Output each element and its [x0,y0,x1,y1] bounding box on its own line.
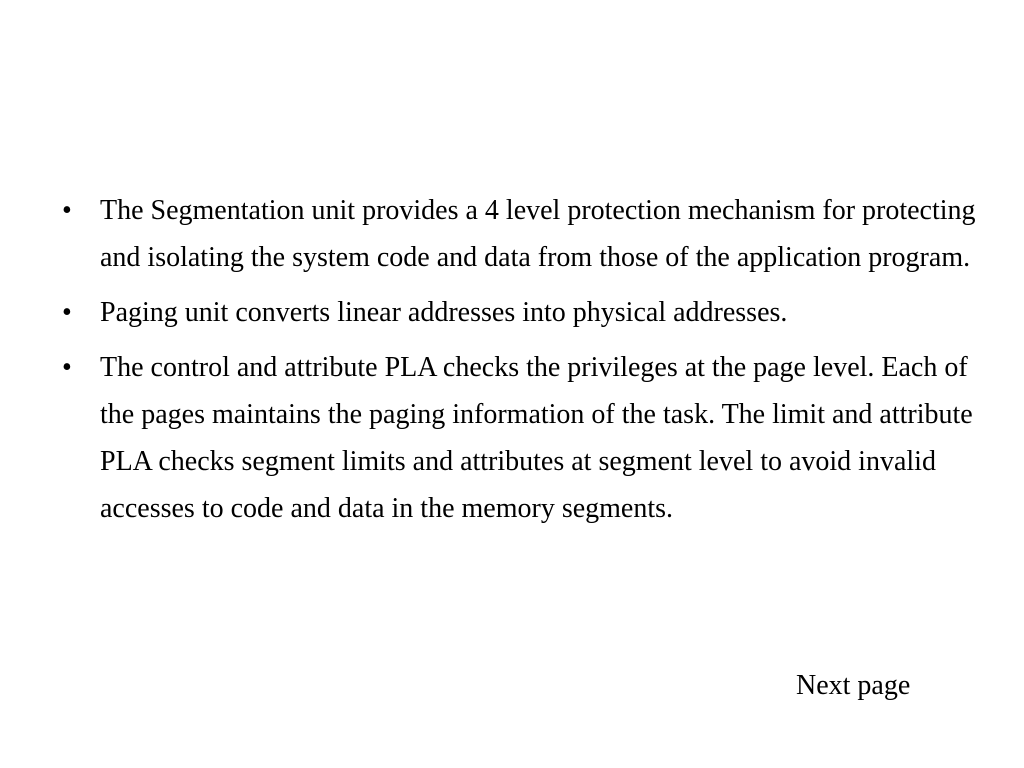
next-page-link[interactable]: Next page [796,670,911,701]
bullet-dot: • [62,352,72,383]
bullet-item [60,344,980,532]
bullet-text-segmentation: The Segmentation unit provides a 4 level protection mechanism for protecting and isolating the system code and data from those of the application program. [100,195,976,273]
bullet-dot: • [62,195,72,226]
bullet-dot: • [62,297,72,328]
bullet-item [60,187,980,281]
bullet-item [60,289,980,336]
bullet-list [60,187,980,540]
bullet-text-pla: The control and attribute PLA checks the privileges at the page level. Each of the pages maintains the paging information of the task. The limit and attribute PLA checks segment limits and attributes at segment level to avoid invalid accesses to code and data in the memory segments. [100,352,973,524]
bullet-text-paging: Paging unit converts linear addresses into physical addresses. [100,297,788,328]
